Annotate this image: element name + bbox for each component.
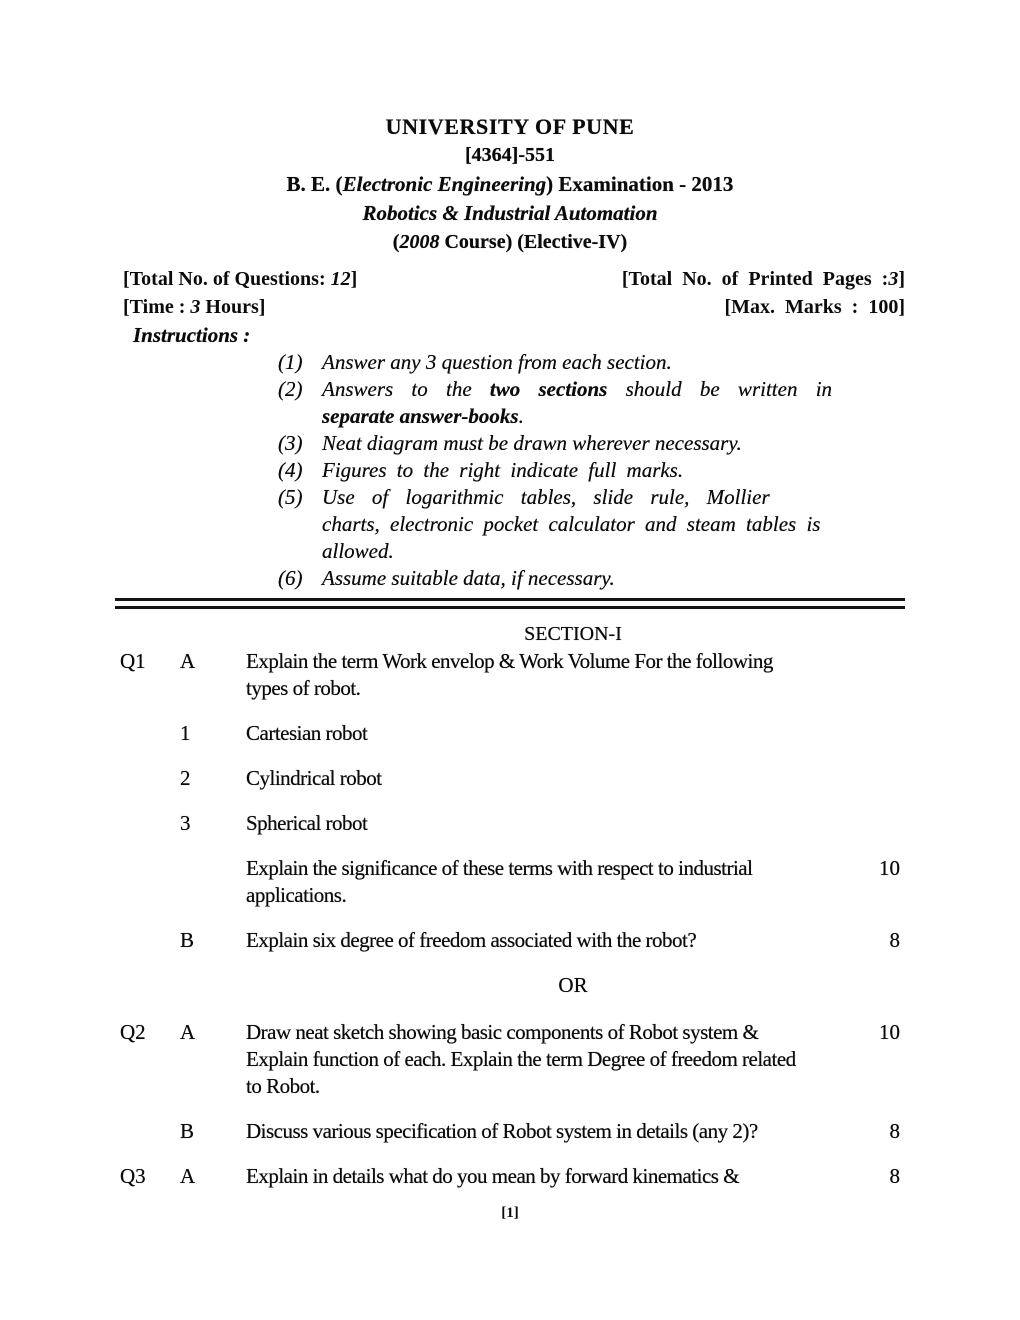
instruction-line	[322, 376, 899, 403]
printed-pages-value: 3	[888, 268, 899, 290]
printed-pages-post: ]	[898, 268, 905, 290]
question-text: Explain the significance of these terms with respect to industrial applications.	[246, 856, 753, 907]
paper-header	[0, 112, 1020, 257]
question-text: Explain six degree of freedom associated with the robot?	[246, 928, 697, 952]
section-divider-rule	[115, 598, 905, 609]
section-title: SECTION-I	[524, 623, 622, 645]
question-number: Q3	[120, 1164, 146, 1188]
question-part-letter: A	[180, 1164, 196, 1188]
time-allowed	[115, 293, 265, 321]
exam-title-post: ) Examination - 2013	[546, 172, 734, 196]
question-row	[120, 1118, 900, 1145]
question-number: Q1	[120, 649, 146, 673]
instruction-item	[278, 349, 1020, 376]
course-post: Course) (Elective-IV)	[439, 231, 628, 253]
instruction-text	[322, 484, 899, 565]
instruction-number: (2)	[278, 377, 303, 401]
instruction-number: (3)	[278, 431, 303, 455]
printed-pages	[622, 265, 905, 293]
course-pre: (	[392, 231, 400, 253]
page-number: [1]	[501, 1205, 519, 1221]
question-part-letter: A	[180, 649, 196, 673]
instruction-segment: should be written in	[607, 377, 833, 401]
question-marks: 8	[889, 928, 900, 952]
question-part-letter: A	[180, 1020, 196, 1044]
subject-title: Robotics & Industrial Automation	[362, 201, 658, 225]
instructions-label: Instructions :	[133, 323, 251, 347]
question-row	[120, 1163, 900, 1190]
instruction-number: (5)	[278, 485, 303, 509]
question-row	[120, 720, 900, 747]
question-row	[120, 855, 900, 909]
instruction-line: charts, electronic pocket calculator and steam tables is	[322, 512, 821, 536]
instruction-text	[322, 376, 899, 430]
instruction-line	[322, 403, 899, 430]
or-divider: OR	[558, 973, 588, 997]
total-questions-post: ]	[350, 268, 358, 290]
instruction-text: Answer any 3 question from each section.	[322, 350, 672, 374]
instruction-line: Use of logarithmic tables, slide rule, Mollier	[322, 485, 770, 509]
exam-title	[0, 170, 1020, 199]
university-title: UNIVERSITY OF PUNE	[385, 114, 635, 139]
question-part-letter: B	[180, 928, 195, 952]
instruction-emphasis: separate answer-books	[322, 404, 519, 428]
time-post: Hours]	[200, 296, 266, 318]
instruction-text: Assume suitable data, if necessary.	[322, 566, 615, 590]
list-item-text: Cylindrical robot	[246, 766, 382, 790]
instruction-item	[278, 484, 1020, 565]
instruction-segment: .	[518, 404, 524, 428]
paper-code: [4364]-551	[465, 144, 555, 166]
instruction-segment: Answers to the	[322, 377, 490, 401]
instruction-number: (1)	[278, 350, 303, 374]
meta-row-1	[115, 265, 905, 293]
question-row	[120, 765, 900, 792]
instructions-block	[0, 321, 1020, 592]
exam-title-branch: Electronic Engineering	[342, 172, 547, 196]
question-marks: 8	[889, 1164, 900, 1188]
question-text: Discuss various specification of Robot system in details (any 2)?	[246, 1119, 758, 1143]
instruction-text: Figures to the right indicate full marks.	[322, 458, 684, 482]
instruction-item	[278, 376, 1020, 430]
list-item-number: 3	[180, 811, 191, 835]
list-item-text: Spherical robot	[246, 811, 368, 835]
total-questions-value: 12	[330, 268, 351, 290]
instruction-number: (4)	[278, 458, 303, 482]
course-year: 2008	[399, 231, 440, 253]
question-text: Explain the term Work envelop & Work Volume For the following types of robot.	[246, 649, 773, 700]
total-questions	[115, 265, 357, 293]
time-value: 3	[190, 296, 201, 318]
instruction-item	[278, 565, 1020, 592]
question-text: Explain in details what do you mean by forward kinematics &	[246, 1164, 740, 1188]
question-marks: 10	[879, 1020, 900, 1044]
meta-row-2	[115, 293, 905, 321]
paper-meta	[115, 265, 905, 321]
exam-title-pre: B. E. (	[286, 172, 343, 196]
printed-pages-pre: [Total No. of Printed Pages :	[621, 268, 889, 290]
list-item-number: 2	[180, 766, 191, 790]
time-pre: [Time :	[123, 296, 191, 318]
question-row	[120, 1019, 900, 1100]
question-row	[120, 648, 900, 702]
instruction-text: Neat diagram must be drawn wherever necessary.	[322, 431, 742, 455]
total-questions-pre: [Total No. of Questions:	[123, 268, 331, 290]
question-part-letter: B	[180, 1119, 195, 1143]
instruction-item	[278, 457, 1020, 484]
question-row	[120, 927, 900, 954]
question-row	[120, 810, 900, 837]
instruction-item	[278, 430, 1020, 457]
question-marks: 10	[879, 856, 900, 880]
question-number: Q2	[120, 1020, 146, 1044]
instruction-emphasis: two sections	[489, 377, 608, 401]
instruction-number: (6)	[278, 566, 303, 590]
course-line	[0, 228, 1020, 257]
instruction-line: allowed.	[322, 539, 394, 563]
question-marks: 8	[889, 1119, 900, 1143]
question-text: Draw neat sketch showing basic components of Robot system & Explain function of each. Explain the term Degree of freedom related to Robot.	[246, 1020, 796, 1098]
list-item-number: 1	[180, 721, 191, 745]
list-item-text: Cartesian robot	[246, 721, 368, 745]
max-marks: [Max. Marks : 100]	[724, 296, 905, 318]
